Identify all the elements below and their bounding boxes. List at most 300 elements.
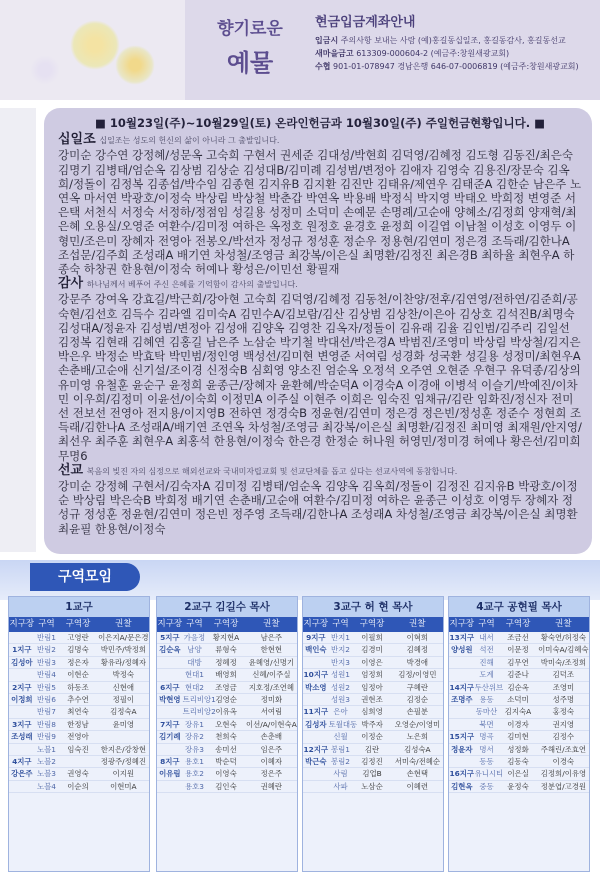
table-cell: 조성래 xyxy=(11,732,33,742)
table-header-cell: 구역장 xyxy=(65,619,91,629)
table-cell: 1지구 xyxy=(12,645,32,655)
account-line: 수협 901-01-078947 경남은행 646-07-0006819 (예금주:창원새광교회) xyxy=(315,62,579,71)
table-cell: 윤정숙 xyxy=(507,781,529,791)
table-row xyxy=(9,719,149,731)
table-header-cell: 권찰 xyxy=(409,619,426,629)
table-row xyxy=(157,768,297,780)
table-header-cell: 지구장 xyxy=(303,619,329,629)
table-cell: 최연숙 xyxy=(67,707,89,717)
region-table xyxy=(156,596,298,872)
table-header-cell: 구역 xyxy=(478,619,495,629)
table-cell: 김정순 xyxy=(406,694,429,704)
region-table-title: 1교구 xyxy=(9,597,149,617)
table-cell: 이유옥 xyxy=(215,707,237,717)
table-cell: 엄정희 xyxy=(361,670,383,680)
table-cell: 성정화 xyxy=(507,744,529,754)
table-cell: 이선/A/이현숙A xyxy=(245,719,297,729)
table-cell: 이경자 xyxy=(507,719,529,729)
table-cell: 14지구 xyxy=(449,682,475,692)
table-cell: 이혜자 xyxy=(260,756,283,766)
table-cell: 김동숙 xyxy=(507,756,529,766)
table-cell: 반림1 xyxy=(36,633,56,642)
table-cell xyxy=(9,781,35,792)
table-row xyxy=(303,694,443,706)
table-cell xyxy=(157,781,183,792)
table-cell xyxy=(157,706,183,717)
region-table-title: 3교구 허 현 목사 xyxy=(303,597,443,617)
offering-section xyxy=(58,132,582,276)
table-cell: 배영희 xyxy=(215,670,237,680)
table-header-cell: 지구장 xyxy=(9,619,35,629)
table-row xyxy=(303,756,443,768)
account-info xyxy=(315,16,595,73)
table-cell: 반림8 xyxy=(36,719,56,729)
table-cell: 이필희 xyxy=(361,633,383,642)
table-row xyxy=(303,657,443,669)
section-title: 감사 xyxy=(58,276,84,292)
table-cell xyxy=(303,657,329,668)
table-cell: 김순옥 xyxy=(159,645,181,655)
table-header-row xyxy=(449,617,589,632)
region-table xyxy=(448,596,590,872)
table-cell: 김업B xyxy=(362,769,382,779)
table-row xyxy=(449,694,589,706)
table-cell: 명서 xyxy=(479,744,494,754)
table-cell: 장유2 xyxy=(184,732,204,742)
table-row xyxy=(449,744,589,756)
table-cell xyxy=(157,657,183,668)
region-table-title: 4교구 공현필 목사 xyxy=(449,597,589,617)
table-cell: 대방 xyxy=(187,657,202,667)
table-cell: 김영순 xyxy=(215,694,237,704)
table-cell: 서여림 xyxy=(260,707,283,717)
table-cell: 김란 xyxy=(364,744,380,754)
table-cell: 13지구 xyxy=(449,633,475,642)
table-header-cell: 지구장 xyxy=(449,619,475,629)
table-cell: 한현현 xyxy=(260,645,283,655)
table-row xyxy=(9,632,149,644)
table-cell: 유니시티 xyxy=(474,769,504,779)
table-cell: 석전 xyxy=(479,645,494,655)
table-header-cell: 구역장 xyxy=(213,619,239,629)
table-cell: 이경숙 xyxy=(552,756,575,766)
table-cell: 박경애 xyxy=(406,657,429,667)
table-cell: 지호정/조연혜 xyxy=(248,682,295,692)
table-row xyxy=(303,768,443,780)
table-cell xyxy=(303,768,329,779)
table-cell: 반지1 xyxy=(330,633,350,642)
table-cell: 명곡 xyxy=(479,732,494,742)
table-cell: 김명숙 xyxy=(67,645,89,655)
table-cell: 2지구 xyxy=(12,682,32,692)
table-cell: 김무연 xyxy=(507,657,529,667)
account-line: 입금시 주의사항 보내는 사람 (예)홍길동십일조, 홍길동감사, 홍길동선교 xyxy=(315,36,566,45)
table-cell: 강은주 xyxy=(11,769,33,779)
table-cell xyxy=(449,706,475,717)
table-cell: 11지구 xyxy=(303,707,329,717)
region-title: 구역모임 xyxy=(30,563,140,591)
table-row xyxy=(9,731,149,743)
table-row xyxy=(449,632,589,644)
table-cell: 오영순/이영미 xyxy=(394,719,441,729)
table-cell: 김성숙A xyxy=(404,744,431,754)
table-cell: 송미선 xyxy=(215,744,237,754)
table-row xyxy=(449,682,589,694)
table-cell: 트리비앙2 xyxy=(182,707,216,717)
table-row xyxy=(157,632,297,644)
table-cell xyxy=(303,781,329,792)
table-row xyxy=(303,682,443,694)
table-row xyxy=(157,731,297,743)
table-cell: 김경미 xyxy=(361,645,383,655)
table-cell: 이순의 xyxy=(67,781,89,791)
table-cell: 장유3 xyxy=(184,744,204,754)
table-cell: 고영란 xyxy=(67,633,89,642)
table-row xyxy=(449,657,589,669)
table-cell: 12지구 xyxy=(303,744,329,754)
flower-illustration xyxy=(0,0,185,100)
table-cell: 김현옥 xyxy=(451,781,473,791)
table-row xyxy=(157,694,297,706)
table-cell xyxy=(9,706,35,717)
table-cell: 동마산 xyxy=(475,707,498,717)
table-cell: 박미숙/조정희 xyxy=(540,657,587,667)
table-cell: 반림3 xyxy=(36,657,56,667)
section-note: 십일조는 성도의 헌신의 삶이 아니라 그 출발입니다. xyxy=(99,136,280,146)
table-cell xyxy=(449,669,475,680)
table-cell: 임숙진 xyxy=(67,744,89,754)
table-cell: 주해린/조효연 xyxy=(540,744,587,754)
table-cell: 이미숙A/김혜숙 xyxy=(538,645,589,655)
table-row xyxy=(9,781,149,793)
table-cell: 현대1 xyxy=(184,670,204,680)
offering-section xyxy=(58,463,582,536)
table-row xyxy=(157,657,297,669)
table-cell xyxy=(9,744,35,755)
table-cell: 김정수 xyxy=(552,732,575,742)
table-cell: 김정희/이유영 xyxy=(540,769,587,779)
section-note: 하나님께서 베푸어 주신 은혜를 기억함이 감사의 출발입니다. xyxy=(86,280,298,290)
table-row xyxy=(9,657,149,669)
brand-logo xyxy=(205,14,295,78)
region-table-title: 2교구 김길수 목사 xyxy=(157,597,297,617)
table-cell: 손필분 xyxy=(406,707,429,717)
table-cell: 현대2 xyxy=(184,682,204,692)
table-cell: 정은주 xyxy=(260,769,283,779)
table-cell: 7지구 xyxy=(160,719,180,729)
table-cell: 정필이 xyxy=(112,694,135,704)
table-header-cell: 지구장 xyxy=(157,619,183,629)
table-row xyxy=(157,669,297,681)
table-cell: 조영미 xyxy=(552,682,575,692)
table-cell: 성주명 xyxy=(552,694,575,704)
table-cell: 장유1 xyxy=(184,719,204,729)
table-cell: 10지구 xyxy=(303,670,329,680)
table-cell: 용호3 xyxy=(184,781,204,791)
table-cell: 구혜란 xyxy=(406,682,429,692)
table-cell: 노블3 xyxy=(36,769,56,779)
table-cell: 오현숙 xyxy=(215,719,237,729)
table-cell: 김성자 xyxy=(305,719,327,729)
table-row xyxy=(157,682,297,694)
table-header-row xyxy=(303,617,443,632)
table-cell: 성원2 xyxy=(330,682,350,692)
table-cell: 류형숙 xyxy=(215,645,237,655)
table-cell: 9지구 xyxy=(306,633,326,642)
table-cell: 북면 xyxy=(479,719,494,729)
table-cell: 김혜정 xyxy=(406,645,429,655)
table-cell: 봉림1 xyxy=(330,744,350,754)
table-cell xyxy=(449,719,475,730)
left-margin xyxy=(0,108,36,552)
table-cell: 양성원 xyxy=(451,645,473,655)
table-cell xyxy=(449,756,475,767)
table-cell: 백인숙 xyxy=(305,645,327,655)
table-cell: 이문정 xyxy=(507,645,529,655)
table-cell: 이정희 xyxy=(11,694,33,704)
region-table xyxy=(8,596,150,872)
table-cell: 성원1 xyxy=(330,670,350,680)
table-cell: 박현영 xyxy=(159,694,181,704)
account-title: 현금입금계좌안내 xyxy=(315,15,416,30)
section-title: 선교 xyxy=(58,462,84,478)
table-row xyxy=(9,768,149,780)
table-cell: 이혜련 xyxy=(406,781,429,791)
name-list: 강미순 강수연 강정혜/성문옥 고숙희 구현서 권세준 김대성/박현희 김덕영/김혜정 김도형 김동진/최은숙 김명기 김병태/엄순옥 김상범 김상순 김성대B/김미례 김성범/변정아 김애자 김영숙 김용진/장문숙 김옥희/정돌이 김정복 김종섭/박수임 김종현 김지유B 김지환 김진만 김태유/제연우 김태준A 김한순 남은주 노연옥 마서연 박광호/이정숙 박상림 박상철 박춘갑 박연옥 박용배 박정식 박지영 박태오 박희정 변영준 서은택 서천식 서정숙 서정하/정점임 성길용 성정미 소덕미 손예문 손명례/고순애 양혜소/김정희 양재혁/최은혜 오용실/오영준 여환수/김미정 여하은 옥정호 원정호 윤경호 윤정희 이길엽 이남철 이성호 이영두 이형민/조은미 장혜자 전영아 전봉오/박선자 정성규 정성훈 정순우 정용현/김연미 정은경 조득래/김한나A 조섭문/김주희 조성래A 배기연 차성철/조영금 최강복/이은실 최명환/김정진 최은경B 최하율 최현우A 하종숙 하창권 한용현/이정숙 허예나 황성은/이민선 황필재 xyxy=(58,148,582,277)
table-cell xyxy=(58,756,97,767)
section-title: 십일조 xyxy=(58,132,96,148)
table-row xyxy=(449,644,589,656)
table-cell: 반지3 xyxy=(330,657,350,667)
table-cell: 이지원 xyxy=(112,769,135,779)
table-cell: 김미현 xyxy=(507,732,529,742)
table-cell: 트리비앙1 xyxy=(182,694,216,704)
brand-line1: 향기로운 xyxy=(217,19,283,39)
table-cell: 정은자 xyxy=(67,657,89,667)
table-cell: 사파 xyxy=(333,781,348,791)
table-cell: 가음정 xyxy=(183,633,206,642)
brand-line2: 예물 xyxy=(226,49,274,77)
table-cell: 남은주 xyxy=(260,633,283,642)
table-row xyxy=(157,719,297,731)
table-cell xyxy=(9,632,35,643)
table-cell: 홍정숙 xyxy=(552,707,575,717)
table-cell: 노삼순 xyxy=(361,781,383,791)
table-cell: 이혁희 xyxy=(406,633,429,642)
table-cell xyxy=(449,657,475,668)
table-row xyxy=(303,669,443,681)
region-table xyxy=(302,596,444,872)
table-row xyxy=(449,781,589,793)
table-cell: 조금선 xyxy=(507,633,529,642)
table-cell: 이은지A/문은경 xyxy=(98,633,149,642)
table-cell: 반림9 xyxy=(36,732,56,742)
table-cell: 전영아 xyxy=(67,732,89,742)
table-cell: 박민주/박정희 xyxy=(100,645,147,655)
table-cell: 추수연 xyxy=(67,694,89,704)
table-cell: 김순옥 xyxy=(507,682,529,692)
table-cell: 황유라/정혜자 xyxy=(100,657,147,667)
table-row xyxy=(449,731,589,743)
table-header-cell: 권찰 xyxy=(555,619,572,629)
table-header-row xyxy=(9,617,149,632)
table-cell: 이은실 xyxy=(507,769,529,779)
table-cell: 권현조 xyxy=(361,694,383,704)
table-row xyxy=(303,706,443,718)
section-note: 복음의 빚진 자의 심정으로 해외선교와 국내미자립교회 및 선교단체를 돕고 싶다는 선교사역에 동참합니다. xyxy=(86,466,458,476)
table-cell: 은아 xyxy=(333,707,348,717)
table-row xyxy=(303,644,443,656)
table-cell xyxy=(98,731,149,742)
table-cell: 16지구 xyxy=(449,769,475,779)
table-cell: 노블1 xyxy=(36,744,56,754)
table-cell: 조명주 xyxy=(451,694,473,704)
name-list: 강문주 강여옥 강효길/박근희/강아현 고숙희 김덕영/김혜정 김동천/이찬양/전후/김연영/전하연/김준희/공숙현/김선호 김득수 김라엘 김미숙A 김민수A/김보람/김산 김상범 김상찬/이은아 김상호 김석진B/최명숙 김성대A/정윤자 김성범/변정아 김성애 김양옥 김영찬 김옥자/정돌이 김유래 김율 김인범/김주리 김일선 김정복 김현래 김혜연 김홍길 남은주 노삼순 박기철 박대선/박은경A 박범진/조영미 박상림 박상철/김지은 박은우 박정순 박효탁 박민범/정인영 백성선/김미현 변영준 서여림 성경화 성국환 성길용 성정미/최현우A 손춘배/고순애 신기설/조이경 신정숙B 심회영 양소진 엄순옥 오정석 오주연 오현준 우현구 유덕종/김상의 유미영 유철훈 윤순구 윤정희 윤종근/장혜자 윤환혜/박순덕A 이경숙A 이경애 이병석 이슬기/박예진/이차민 이우희/김정미 이윤선/이숙희 이정민A 이주실 이현주 이희은 임숙진 임채규/김란 임화진/정신자 전미선 전보선 전영아 전지용/이지영B 전하연 정경숙B 정윤현/김연미 정은경 정은빈/정성훈 정준수 정현희 조득래/김한나A 조성래A/배기연 조연옥 차성철/조영금 최강복/이은실 최명환/김정진 최미영 최재원/안지영/최선우 최주훈 최현우A 최홍석 한용현/이정숙 한은경 한정순 허나원 허영민/정미경 허예나 황은선/김미희 무명6 xyxy=(58,292,582,463)
table-row xyxy=(157,781,297,793)
table-cell: 이영은 xyxy=(361,657,383,667)
table-cell: 노블2 xyxy=(36,756,56,766)
table-cell: 김정숙A xyxy=(110,707,137,717)
table-cell: 용동 xyxy=(479,694,494,704)
header-banner xyxy=(0,0,600,100)
table-cell: 이유림 xyxy=(159,769,181,779)
table-cell: 신현애 xyxy=(112,682,135,692)
table-cell: 용호1 xyxy=(184,756,204,766)
table-cell xyxy=(303,694,329,705)
table-cell: 성원3 xyxy=(330,694,350,704)
table-row xyxy=(449,719,589,731)
table-cell: 사림 xyxy=(333,769,348,779)
table-row xyxy=(9,706,149,718)
region-tables xyxy=(8,596,592,872)
table-row xyxy=(9,682,149,694)
table-cell: 봉림2 xyxy=(330,756,350,766)
table-row xyxy=(303,744,443,756)
table-row xyxy=(157,756,297,768)
table-cell: 도계 xyxy=(479,670,494,680)
table-cell: 8지구 xyxy=(160,756,180,766)
table-cell: 정분엽/고경원 xyxy=(540,781,587,791)
table-cell xyxy=(157,744,183,755)
table-cell: 권혜란 xyxy=(260,781,283,791)
table-cell: 손춘배 xyxy=(260,732,283,742)
table-row xyxy=(303,719,443,731)
table-cell: 황숙연/허정숙 xyxy=(540,633,587,642)
table-cell: 김덕조 xyxy=(552,670,575,680)
table-cell: 김인숙 xyxy=(215,781,237,791)
table-row xyxy=(303,632,443,644)
table-cell: 이현미A xyxy=(110,781,137,791)
table-cell: 소덕미 xyxy=(507,694,529,704)
offering-section xyxy=(58,276,582,463)
table-cell: 4지구 xyxy=(12,756,32,766)
table-cell: 박근숙 xyxy=(305,756,327,766)
table-cell: 권영숙 xyxy=(67,769,89,779)
table-row xyxy=(9,694,149,706)
table-row xyxy=(449,756,589,768)
table-cell: 정혜정 xyxy=(215,657,237,667)
account-line: 새마을금고 613309-000604-2 (예금주:창원새광교회) xyxy=(315,49,510,58)
table-cell: 중동 xyxy=(479,781,494,791)
table-cell: 노은희 xyxy=(406,732,429,742)
table-cell: 임은주 xyxy=(260,744,283,754)
table-cell: 박순덕 xyxy=(215,756,237,766)
table-row xyxy=(9,644,149,656)
table-cell: 진해 xyxy=(479,657,494,667)
table-cell: 두산위브 xyxy=(474,682,504,692)
table-row xyxy=(157,744,297,756)
table-cell: 김기례 xyxy=(159,732,181,742)
table-cell: 용호2 xyxy=(184,769,204,779)
table-cell: 이현순 xyxy=(67,670,89,680)
table-cell: 정광주/정혜진 xyxy=(100,756,147,766)
table-cell: 내서 xyxy=(479,633,494,642)
table-header-cell: 구역 xyxy=(186,619,203,629)
table-cell: 이영숙 xyxy=(215,769,237,779)
table-row xyxy=(9,756,149,768)
table-cell: 토월대동 xyxy=(328,719,358,729)
table-cell: 정미화 xyxy=(260,694,283,704)
table-cell: 이정순 xyxy=(361,732,383,742)
table-cell xyxy=(9,669,35,680)
table-cell: 한정남 xyxy=(67,719,89,729)
table-row xyxy=(303,731,443,743)
table-cell: 김성아 xyxy=(11,657,33,667)
table-cell: 박주자 xyxy=(361,719,383,729)
table-cell: 반림5 xyxy=(36,682,56,692)
table-cell: 임정아 xyxy=(361,682,383,692)
table-cell: 서미숙/전혜순 xyxy=(394,756,441,766)
table-row xyxy=(449,768,589,780)
table-cell: 6지구 xyxy=(160,682,180,692)
table-cell: 손현택 xyxy=(406,769,429,779)
table-header-cell: 구역장 xyxy=(505,619,531,629)
table-cell: 김정진 xyxy=(361,756,383,766)
table-cell: 반림7 xyxy=(36,707,56,717)
table-cell: 윤미영 xyxy=(112,719,135,729)
table-header-row xyxy=(157,617,297,632)
table-cell: 동동 xyxy=(479,756,494,766)
table-cell: 노블4 xyxy=(36,781,56,791)
name-list: 강미순 강정혜 구현서/김숙자A 김미정 김병태/엄순옥 김양옥 김옥희/정돌이 김정진 김지유B 박광호/이정순 박상림 박은숙B 박희정 배기연 손춘배/고순애 여환수/김미정 여하은 윤종근 이성호 이영두 장혜자 정성규 정성훈 정윤현/김연미 정은빈 정주영 조득래/김한나A 조성래A 차성철/조영금 최강복/이은실 최명환 최윤필 한용현/이정숙 xyxy=(58,479,578,536)
table-cell: 반림2 xyxy=(36,645,56,655)
offering-panel xyxy=(44,108,592,554)
table-cell: 한지은/강창현 xyxy=(100,744,147,754)
table-cell: 정윤자 xyxy=(451,744,473,754)
table-cell: 5지구 xyxy=(160,633,180,642)
table-cell: 남양 xyxy=(187,645,202,655)
table-cell xyxy=(303,731,329,742)
table-header-cell: 구역 xyxy=(38,619,55,629)
table-cell: 김정/이영민 xyxy=(398,670,437,680)
table-cell: 천희숙 xyxy=(215,732,237,742)
table-header-cell: 구역 xyxy=(332,619,349,629)
table-row xyxy=(157,706,297,718)
table-cell: 신월 xyxy=(333,732,348,742)
table-row xyxy=(303,781,443,793)
table-cell: 김준나 xyxy=(507,670,529,680)
table-cell: 윤혜영/신명기 xyxy=(248,657,295,667)
table-cell: 박정숙 xyxy=(112,670,135,680)
table-cell: 심희영 xyxy=(361,707,383,717)
offering-heading: ■ 10월23일(주)~10월29일(토) 온라인헌금과 10월30일(주) 주일헌금현황입니다. ■ xyxy=(95,116,545,130)
table-header-cell: 권찰 xyxy=(263,619,280,629)
table-row xyxy=(449,706,589,718)
table-cell: 반림4 xyxy=(36,670,56,680)
table-cell: 김지숙A xyxy=(504,707,532,717)
table-cell: 박소영 xyxy=(305,682,327,692)
table-cell: 반지2 xyxy=(330,645,350,655)
